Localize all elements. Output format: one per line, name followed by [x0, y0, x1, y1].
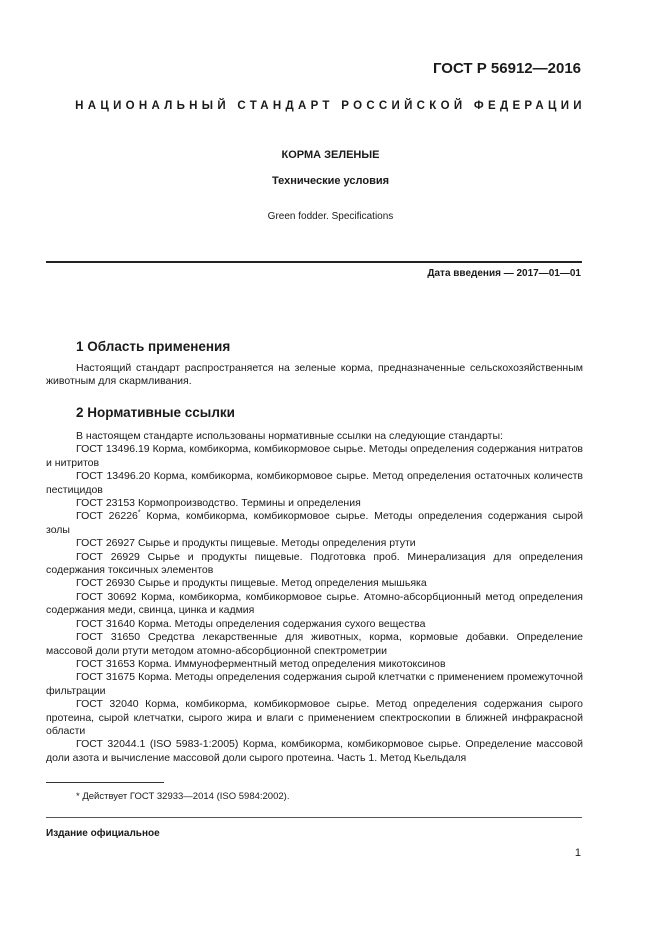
reference-code: ГОСТ 26226 — [76, 510, 138, 523]
section-1-heading: 1 Область применения — [76, 339, 231, 354]
reference-item: ГОСТ 31653 Корма. Иммуноферментный метод определения микотоксинов — [76, 657, 446, 670]
official-edition-label: Издание официальное — [46, 828, 160, 839]
footnote-mark: * — [137, 509, 141, 517]
footnote-divider — [46, 782, 164, 783]
footer-divider — [46, 817, 582, 818]
reference-item: ГОСТ 26929 Сырье и продукты пищевые. Подготовка проб. Минерализация для определения содержания токсичных элементов — [46, 550, 583, 577]
reference-item-footnoted — [46, 510, 583, 537]
footnote: * Действует ГОСТ 32933—2014 (ISO 5984:2002). — [76, 791, 290, 802]
reference-text: Корма, комбикорма, комбикормовое сырье. Методы определения содержания сырой золы — [46, 510, 584, 536]
reference-item: ГОСТ 31675 Корма. Методы определения содержания сырой клетчатки с применением промежуточной фильтрации — [46, 671, 583, 697]
introduction-date: Дата введения — 2017—01—01 — [427, 268, 581, 279]
page-number: 1 — [574, 847, 581, 859]
reference-item: ГОСТ 23153 Кормопроизводство. Термины и определения — [76, 497, 361, 510]
document-subtitle: Технические условия — [271, 175, 390, 187]
reference-item: ГОСТ 30692 Корма, комбикорма, комбикормовое сырье. Атомно-абсорбционный метод определения содержания меди, свинца, цинка и кадмия — [46, 590, 583, 617]
section-1-paragraph: Настоящий стандарт распространяется на зеленые корма, предназначенные сельскохозяйственным животным для скармливания. — [46, 362, 583, 388]
english-title: Green fodder. Specifications — [267, 211, 394, 222]
section-1-body — [46, 362, 583, 389]
reference-item: ГОСТ 31650 Средства лекарственные для животных, корма, кормовые добавки. Определение массовой доли ртути методом атомно-абсорбционной спектрометрии — [46, 631, 583, 657]
reference-item: ГОСТ 32044.1 (ISO 5983-1:2005) Корма, комбикорма, комбикормовое сырье. Определение массовой доли азота и вычисление массовой доли сырого протеина. Часть 1. Метод Кьельдаля — [46, 738, 583, 764]
section-2-intro: В настоящем стандарте использованы нормативные ссылки на следующие стандарты: — [76, 430, 503, 442]
reference-item: ГОСТ 13496.19 Корма, комбикорма, комбикормовое сырье. Методы определения содержания нитратов и нитритов — [46, 443, 583, 469]
reference-item: ГОСТ 26930 Сырье и продукты пищевые. Метод определения мышьяка — [76, 577, 427, 590]
section-2-heading: 2 Нормативные ссылки — [76, 405, 235, 420]
document-title: КОРМА ЗЕЛЕНЫЕ — [281, 149, 380, 161]
document-number: ГОСТ Р 56912—2016 — [432, 60, 581, 77]
reference-item: ГОСТ 31640 Корма. Методы определения содержания сухого вещества — [76, 617, 426, 630]
reference-item: ГОСТ 32040 Корма, комбикорма, комбикормовое сырье. Метод определения содержания сырого протеина, сырой клетчатки, сырого жира и влаги с применением спектроскопии в ближней инфракрасной области — [46, 698, 583, 737]
reference-item: ГОСТ 13496.20 Корма, комбикорма, комбикормовое сырье. Метод определения остаточных количеств пестицидов — [46, 470, 583, 496]
national-standard-banner: НАЦИОНАЛЬНЫЙ СТАНДАРТ РОССИЙСКОЙ ФЕДЕРАЦИИ — [75, 100, 586, 112]
header-divider — [46, 261, 582, 263]
section-2-body — [46, 430, 583, 765]
reference-item: ГОСТ 26927 Сырье и продукты пищевые. Методы определения ртути — [76, 537, 416, 550]
